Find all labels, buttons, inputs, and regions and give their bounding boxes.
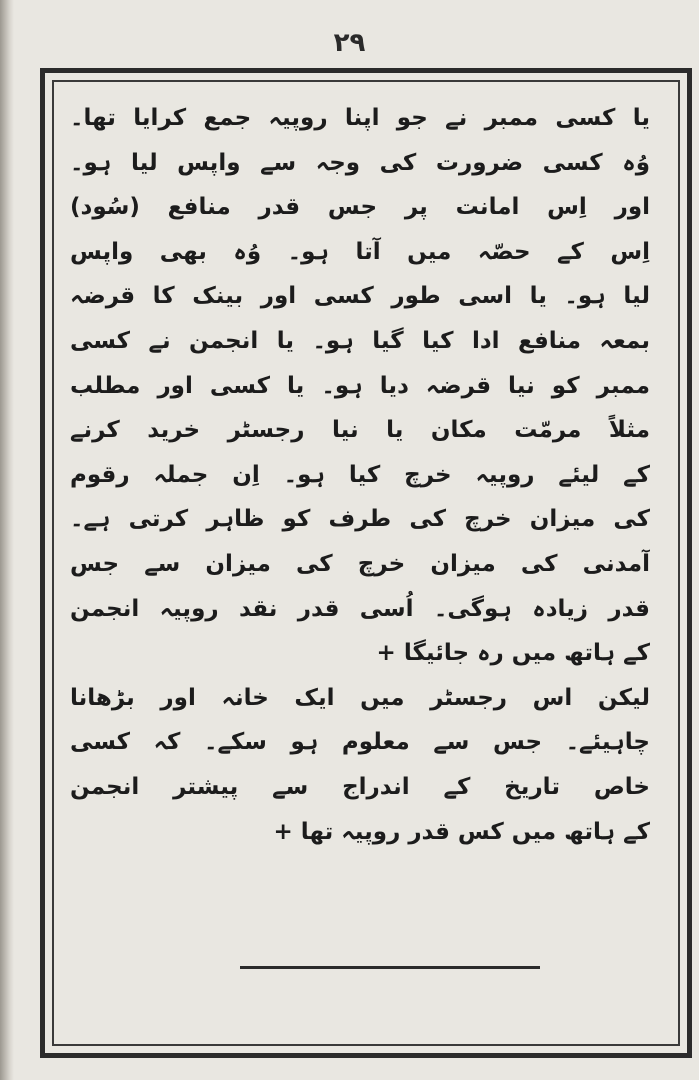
text-line: اور اِس امانت پر جس قدر منافع (سُود) (70, 194, 650, 221)
closing-rule (240, 966, 540, 969)
text-line: کی میزان خرچ کی طرف کو ظاہر کرتی ہے۔ (70, 506, 650, 533)
text-line: قدر زیادہ ہوگی۔ اُسی قدر نقد روپیہ انجمن (70, 595, 650, 622)
text-line: کے ہاتھ میں رہ جائیگا + (376, 640, 650, 667)
text-line: آمدنی کی میزان خرچ کی میزان سے جس (70, 550, 650, 577)
text-line: اِس کے حصّہ میں آتا ہو۔ وُہ بھی واپس (70, 238, 650, 265)
page-number: ۲۹ (333, 28, 366, 58)
text-line: چاہیئے۔ جس سے معلوم ہو سکے۔ کہ کسی (70, 729, 650, 756)
text-line: یا کسی ممبر نے جو اپنا روپیہ جمع کرایا تھا۔ (70, 105, 650, 131)
text-line: وُہ کسی ضرورت کی وجہ سے واپس لیا ہو۔ (70, 149, 650, 176)
text-line: کے لیئے روپیہ خرچ کیا ہو۔ اِن جملہ رقوم (70, 461, 650, 488)
body-text (70, 96, 650, 854)
text-line: مثلاً مرمّت مکان یا نیا رجسٹر خرید کرنے (70, 417, 650, 444)
text-line: کے ہاتھ میں کس قدر روپیہ تھا + (273, 818, 650, 845)
binding-shadow (0, 0, 14, 1080)
text-line: خاص تاریخ کے اندراج سے پیشتر انجمن (70, 773, 650, 800)
text-line: لیکن اس رجسٹر میں ایک خانہ اور بڑھانا (70, 684, 650, 711)
text-line: بمعہ منافع ادا کیا گیا ہو۔ یا انجمن نے کسی (70, 327, 650, 354)
text-line: ممبر کو نیا قرضہ دیا ہو۔ یا کسی اور مطلب (70, 372, 650, 399)
text-line: لیا ہو۔ یا اسی طور کسی اور بینک کا قرضہ (70, 283, 650, 310)
